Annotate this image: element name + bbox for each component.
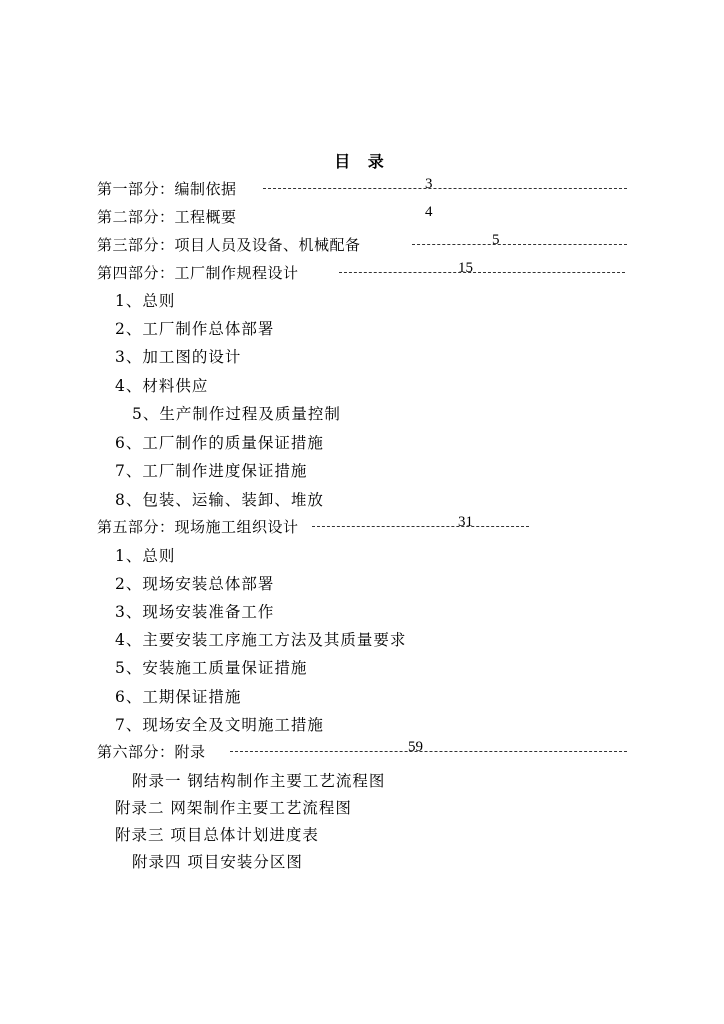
toc-part-label: 第五部分：现场施工组织设计 (97, 518, 299, 536)
toc-part-label: 第四部分：工厂制作规程设计 (97, 264, 299, 282)
leader-dots (412, 244, 627, 245)
toc-appendix-item: 附录四 项目安装分区图 (132, 853, 303, 871)
toc-part-label: 第一部分：编制依据 (97, 180, 237, 198)
toc-part-label: 第六部分：附录 (97, 743, 206, 761)
toc-title: 目 录 (334, 152, 390, 171)
toc-subitem: 2、工厂制作总体部署 (115, 320, 275, 338)
toc-part-label: 第二部分：工程概要 (97, 208, 237, 226)
toc-subitem: 1、总则 (115, 292, 176, 310)
toc-subitem: 1、总则 (115, 547, 176, 565)
toc-subitem: 3、现场安装准备工作 (115, 603, 275, 621)
toc-subitem: 4、材料供应 (115, 377, 209, 395)
toc-appendix-item: 附录二 网架制作主要工艺流程图 (115, 799, 352, 817)
toc-page-number: 5 (492, 232, 500, 248)
toc-subitem: 7、工厂制作进度保证措施 (115, 462, 308, 480)
toc-page-number: 3 (425, 176, 433, 192)
toc-page-number: 59 (408, 739, 423, 755)
leader-dots (263, 188, 627, 189)
toc-page-number: 15 (458, 260, 473, 276)
toc-subitem: 8、包装、运输、装卸、堆放 (115, 491, 324, 509)
toc-page-number: 31 (458, 514, 473, 530)
leader-dots (312, 526, 529, 527)
toc-subitem: 5、安装施工质量保证措施 (115, 659, 308, 677)
toc-subitem: 7、现场安全及文明施工措施 (115, 716, 324, 734)
leader-dots (230, 751, 627, 752)
toc-part-5 (97, 516, 529, 538)
toc-appendix-item: 附录三 项目总体计划进度表 (115, 826, 319, 844)
toc-part-label: 第三部分：项目人员及设备、机械配备 (97, 236, 361, 254)
leader-dots (339, 272, 625, 273)
toc-part-4 (97, 262, 627, 284)
toc-subitem: 2、现场安装总体部署 (115, 575, 275, 593)
toc-subitem: 5、生产制作过程及质量控制 (132, 405, 341, 423)
toc-subitem: 6、工厂制作的质量保证措施 (115, 434, 324, 452)
toc-part-2 (97, 206, 627, 228)
toc-page-number: 4 (425, 204, 433, 220)
toc-subitem: 3、加工图的设计 (115, 348, 242, 366)
toc-part-3 (97, 234, 627, 256)
toc-subitem: 4、主要安装工序施工方法及其质量要求 (115, 631, 407, 649)
toc-part-6 (97, 741, 627, 763)
toc-part-1 (97, 178, 627, 200)
toc-appendix-item: 附录一 钢结构制作主要工艺流程图 (132, 772, 386, 790)
toc-subitem: 6、工期保证措施 (115, 688, 242, 706)
